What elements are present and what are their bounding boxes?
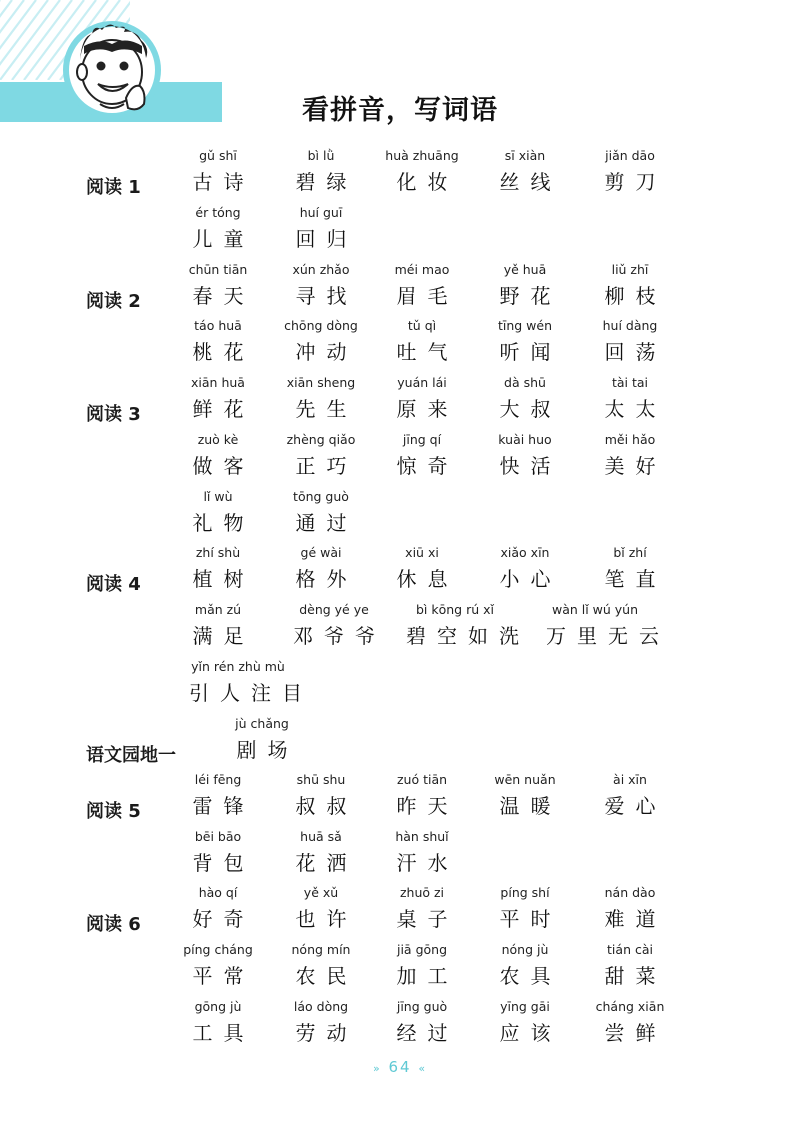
- hanzi-text: 听闻: [499, 340, 562, 364]
- hanzi-text: 回归: [295, 227, 358, 251]
- hanzi-text: 冲动: [295, 340, 358, 364]
- word-row: [0, 659, 800, 715]
- word-item: [570, 772, 690, 820]
- pinyin-text: xiǎo xīn: [500, 545, 550, 560]
- hanzi-text: 吐气: [396, 340, 459, 364]
- word-row: [0, 942, 800, 998]
- pinyin-text: nóng mín: [291, 942, 351, 957]
- word-item: [158, 942, 278, 990]
- hanzi-text: 寻找: [295, 284, 358, 308]
- pinyin-text: jiǎn dāo: [605, 148, 655, 163]
- pinyin-text: xún zhǎo: [292, 262, 350, 277]
- pinyin-text: méi mao: [394, 262, 450, 277]
- pinyin-text: huā sǎ: [300, 829, 342, 844]
- word-item: [362, 999, 482, 1047]
- word-item: [362, 942, 482, 990]
- section-label: 语文园地一: [86, 745, 176, 766]
- word-row: [0, 602, 800, 658]
- hanzi-text: 工具: [192, 1021, 255, 1045]
- word-item: [362, 148, 482, 196]
- hanzi-text: 经过: [396, 1021, 459, 1045]
- pinyin-text: zuò kè: [197, 432, 239, 447]
- pinyin-text: zhuō zi: [399, 885, 445, 900]
- pinyin-text: dèng yé ye: [299, 602, 369, 617]
- word-row: [0, 375, 800, 431]
- hanzi-text: 甜菜: [604, 964, 667, 988]
- hanzi-text: 也许: [295, 907, 358, 931]
- hanzi-text: 叔叔: [295, 794, 358, 818]
- pinyin-text: měi hǎo: [604, 432, 656, 447]
- pinyin-text: bì kōng rú xǐ: [415, 602, 494, 617]
- pinyin-text: gōng jù: [194, 999, 242, 1014]
- hanzi-text: 难道: [604, 907, 667, 931]
- pinyin-text: chūn tiān: [188, 262, 248, 277]
- pinyin-text: ài xīn: [613, 772, 647, 787]
- word-item: [158, 772, 278, 820]
- hanzi-text: 丝线: [499, 170, 562, 194]
- section-label: 阅读 3: [86, 404, 141, 425]
- pinyin-text: tīng wén: [497, 318, 553, 333]
- page-footer: [0, 1057, 800, 1076]
- word-item: [465, 885, 585, 933]
- pinyin-text: yě huā: [503, 262, 547, 277]
- word-item: [158, 262, 278, 310]
- pinyin-text: jiā gōng: [396, 942, 448, 957]
- word-item: [570, 999, 690, 1047]
- hanzi-text: 碧空如洗: [406, 624, 530, 648]
- pinyin-text: zhí shù: [195, 545, 241, 560]
- word-item: [570, 375, 690, 423]
- pinyin-text: táo huā: [194, 318, 242, 333]
- hanzi-text: 应该: [499, 1021, 562, 1045]
- pinyin-text: liǔ zhī: [611, 262, 649, 277]
- word-item: [261, 205, 381, 253]
- word-row: [0, 885, 800, 941]
- word-item: [362, 829, 482, 877]
- pinyin-text: cháng xiān: [595, 999, 665, 1014]
- pinyin-text: xiān sheng: [286, 375, 356, 390]
- section-label: 阅读 4: [86, 574, 141, 595]
- word-item: [158, 545, 278, 593]
- word-row: [0, 772, 800, 828]
- pinyin-text: huí guī: [299, 205, 343, 220]
- pinyin-text: xiū xi: [405, 545, 439, 560]
- pinyin-text: gé wài: [300, 545, 342, 560]
- pinyin-text: sī xiàn: [504, 148, 546, 163]
- word-item: [570, 318, 690, 366]
- word-item: [158, 375, 278, 423]
- word-item: [158, 602, 278, 650]
- hanzi-text: 鲜花: [192, 397, 255, 421]
- hanzi-text: 邓爷爷: [293, 624, 386, 648]
- hanzi-text: 格外: [295, 567, 358, 591]
- hanzi-text: 礼物: [192, 511, 255, 535]
- pinyin-text: tōng guò: [293, 489, 349, 504]
- pinyin-text: yǐn rén zhù mù: [191, 659, 285, 674]
- pinyin-text: ér tóng: [195, 205, 241, 220]
- word-item: [362, 318, 482, 366]
- hanzi-text: 桃花: [192, 340, 255, 364]
- word-item: [465, 318, 585, 366]
- word-item: [570, 262, 690, 310]
- hanzi-text: 惊奇: [396, 454, 459, 478]
- word-row: [0, 262, 800, 318]
- section-label: 阅读 2: [86, 291, 141, 312]
- pinyin-text: píng cháng: [183, 942, 253, 957]
- hanzi-text: 通过: [295, 511, 358, 535]
- hanzi-text: 春天: [192, 284, 255, 308]
- hanzi-text: 剪刀: [604, 170, 667, 194]
- pinyin-text: yě xǔ: [303, 885, 339, 900]
- word-item: [158, 432, 278, 480]
- hanzi-text: 万里无云: [546, 624, 670, 648]
- pinyin-text: tián cài: [607, 942, 653, 957]
- hanzi-text: 引人注目: [189, 681, 313, 705]
- hanzi-text: 笔直: [604, 567, 667, 591]
- section-label: 阅读 6: [86, 914, 141, 935]
- pinyin-text: chōng dòng: [284, 318, 358, 333]
- hanzi-text: 太太: [604, 397, 667, 421]
- pinyin-text: píng shí: [500, 885, 550, 900]
- word-item: [362, 375, 482, 423]
- word-item: [570, 432, 690, 480]
- hanzi-text: 温暖: [499, 794, 562, 818]
- word-item: [465, 772, 585, 820]
- hanzi-text: 尝鲜: [604, 1021, 667, 1045]
- word-row: [0, 489, 800, 545]
- hanzi-text: 汗水: [396, 851, 459, 875]
- word-item: [362, 432, 482, 480]
- hanzi-text: 劳动: [295, 1021, 358, 1045]
- hanzi-text: 原来: [396, 397, 459, 421]
- hanzi-text: 做客: [192, 454, 255, 478]
- word-item: [158, 318, 278, 366]
- hanzi-text: 小心: [499, 567, 562, 591]
- hanzi-text: 古诗: [192, 170, 255, 194]
- hanzi-text: 正巧: [295, 454, 358, 478]
- pinyin-text: tài tai: [611, 375, 649, 390]
- word-item: [202, 716, 322, 764]
- hanzi-text: 平时: [499, 907, 562, 931]
- word-row: [0, 545, 800, 601]
- word-item: [570, 942, 690, 990]
- word-item: [362, 885, 482, 933]
- word-row: [0, 318, 800, 374]
- word-item: [465, 375, 585, 423]
- word-row: [0, 148, 800, 204]
- word-item: [158, 489, 278, 537]
- hanzi-text: 背包: [192, 851, 255, 875]
- hanzi-text: 桌子: [396, 907, 459, 931]
- pinyin-text: léi fēng: [194, 772, 242, 787]
- word-item: [465, 942, 585, 990]
- hanzi-text: 雷锋: [192, 794, 255, 818]
- word-item: [570, 545, 690, 593]
- word-row: [0, 205, 800, 261]
- word-item: [465, 262, 585, 310]
- pinyin-text: láo dòng: [293, 999, 349, 1014]
- pinyin-text: gǔ shī: [199, 148, 237, 163]
- pinyin-text: jīng guò: [396, 999, 448, 1014]
- pinyin-text: jīng qí: [402, 432, 442, 447]
- pinyin-text: hàn shuǐ: [395, 829, 449, 844]
- pinyin-text: bǐ zhí: [613, 545, 647, 560]
- hanzi-text: 柳枝: [604, 284, 667, 308]
- word-item: [465, 545, 585, 593]
- pinyin-text: zhèng qiǎo: [286, 432, 356, 447]
- hanzi-text: 花洒: [295, 851, 358, 875]
- pinyin-text: bēi bāo: [194, 829, 242, 844]
- word-item: [362, 262, 482, 310]
- hanzi-text: 眉毛: [396, 284, 459, 308]
- word-item: [570, 148, 690, 196]
- word-item: [158, 829, 278, 877]
- pinyin-text: jù chǎng: [235, 716, 289, 731]
- word-item: [158, 999, 278, 1047]
- pinyin-text: wàn lǐ wú yún: [551, 602, 639, 617]
- word-item: [158, 205, 278, 253]
- word-row: [0, 999, 800, 1055]
- word-item: [465, 999, 585, 1047]
- page-number: [373, 1058, 427, 1076]
- pinyin-text: huí dàng: [602, 318, 658, 333]
- hanzi-text: 碧绿: [295, 170, 358, 194]
- pinyin-text: yuán lái: [397, 375, 447, 390]
- pinyin-text: nán dào: [604, 885, 656, 900]
- pinyin-text: hào qí: [198, 885, 238, 900]
- hanzi-text: 野花: [499, 284, 562, 308]
- double-arrow-right-icon: »: [372, 1062, 382, 1075]
- hanzi-text: 平常: [192, 964, 255, 988]
- pinyin-text: kuài huo: [498, 432, 552, 447]
- pinyin-text: mǎn zú: [194, 602, 242, 617]
- pinyin-text: nóng jù: [501, 942, 549, 957]
- pinyin-text: yīng gāi: [500, 999, 550, 1014]
- pinyin-text: shū shu: [296, 772, 346, 787]
- double-arrow-left-icon: «: [418, 1062, 428, 1075]
- word-item: [274, 602, 394, 650]
- pinyin-text: dà shū: [504, 375, 546, 390]
- pinyin-text: zuó tiān: [396, 772, 448, 787]
- section-label: 阅读 1: [86, 177, 141, 198]
- page-title: 看拼音，写词语: [302, 95, 498, 126]
- hanzi-text: 先生: [295, 397, 358, 421]
- word-item: [395, 602, 530, 650]
- pinyin-text: lǐ wù: [203, 489, 233, 504]
- hanzi-text: 加工: [396, 964, 459, 988]
- hanzi-text: 爱心: [604, 794, 667, 818]
- pinyin-text: bì lǜ: [307, 148, 335, 163]
- word-item: [362, 772, 482, 820]
- hanzi-text: 回荡: [604, 340, 667, 364]
- word-row: [0, 829, 800, 885]
- hanzi-text: 农具: [499, 964, 562, 988]
- word-item: [158, 148, 278, 196]
- page-header: [0, 0, 800, 130]
- word-item: [178, 659, 313, 707]
- word-item: [570, 885, 690, 933]
- word-item: [261, 489, 381, 537]
- hanzi-text: 满足: [192, 624, 255, 648]
- hanzi-text: 快活: [499, 454, 562, 478]
- word-row: [0, 716, 800, 772]
- word-item: [158, 885, 278, 933]
- pinyin-text: wēn nuǎn: [494, 772, 556, 787]
- pinyin-text: huà zhuāng: [385, 148, 459, 163]
- pinyin-text: xiān huā: [191, 375, 245, 390]
- hanzi-text: 化妆: [396, 170, 459, 194]
- hanzi-text: 美好: [604, 454, 667, 478]
- hanzi-text: 休息: [396, 567, 459, 591]
- section-label: 阅读 5: [86, 801, 141, 822]
- word-item: [465, 432, 585, 480]
- hanzi-text: 大叔: [499, 397, 562, 421]
- word-item: [465, 148, 585, 196]
- word-item: [362, 545, 482, 593]
- hanzi-text: 儿童: [192, 227, 255, 251]
- hanzi-text: 植树: [192, 567, 255, 591]
- word-row: [0, 432, 800, 488]
- pinyin-text: tǔ qì: [407, 318, 437, 333]
- hanzi-text: 昨天: [396, 794, 459, 818]
- hanzi-text: 好奇: [192, 907, 255, 931]
- page-number-text: 64: [388, 1058, 412, 1076]
- word-item: [535, 602, 670, 650]
- hanzi-text: 农民: [295, 964, 358, 988]
- hanzi-text: 剧场: [236, 738, 299, 762]
